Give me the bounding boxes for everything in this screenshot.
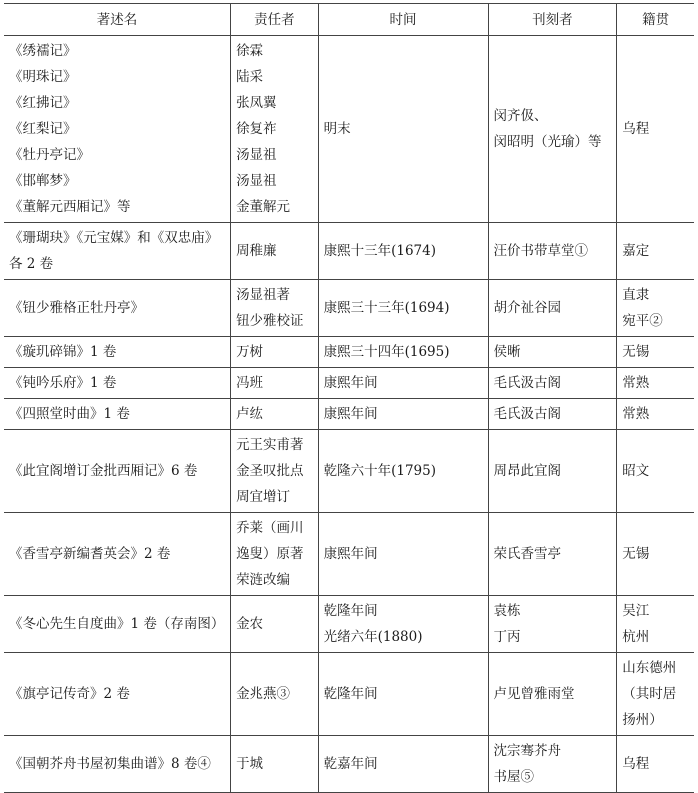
cell-line: 杭州 [622, 629, 650, 645]
cell-line: 乔莱（画川 [236, 520, 304, 536]
cell-printer [488, 430, 617, 513]
cell-printer [488, 368, 617, 399]
cell-printer [488, 337, 617, 368]
cell-author [231, 368, 319, 399]
cell-work [4, 337, 231, 368]
cell-line: 书屋⑤ [493, 769, 535, 785]
cell-line: 《绣襦记》 [9, 43, 77, 59]
cell-origin [617, 596, 694, 653]
cell-author [231, 399, 319, 430]
table-row [4, 368, 694, 399]
cell-line: 《董解元西厢记》等 [9, 199, 131, 215]
cell-line: 嘉定 [622, 243, 650, 259]
cell-time [318, 430, 488, 513]
table-row [4, 653, 694, 736]
cell-author [231, 36, 319, 223]
cell-line: 《国朝芥舟书屋初集曲谱》8 卷④ [9, 756, 211, 772]
cell-line: 无锡 [622, 546, 650, 562]
table-header [4, 4, 694, 36]
cell-line: 张凤翼 [236, 95, 277, 111]
cell-time [318, 36, 488, 223]
cell-work [4, 513, 231, 596]
cell-line: 万树 [236, 344, 264, 360]
cell-line: 直隶 [622, 287, 650, 303]
table-row [4, 596, 694, 653]
cell-line: 汪价书带草堂① [493, 243, 589, 259]
cell-line: 《此宜阁增订金批西厢记》6 卷 [9, 463, 198, 479]
header-origin: 籍贯 [617, 4, 694, 36]
cell-printer [488, 736, 617, 793]
cell-origin [617, 513, 694, 596]
cell-line: 逸叟）原著 [236, 546, 304, 562]
cell-printer [488, 223, 617, 280]
table-row [4, 337, 694, 368]
cell-time [318, 653, 488, 736]
cell-line: 吴江 [622, 603, 650, 619]
cell-printer [488, 653, 617, 736]
cell-author [231, 337, 319, 368]
cell-origin [617, 368, 694, 399]
cell-line: 昭文 [622, 463, 650, 479]
cell-author [231, 223, 319, 280]
cell-work [4, 596, 231, 653]
cell-author [231, 430, 319, 513]
cell-line: 《邯郸梦》 [9, 173, 77, 189]
cell-line: 汤显祖 [236, 173, 277, 189]
cell-line: 康熙三十四年(1695) [323, 344, 450, 360]
cell-line: 《四照堂时曲》1 卷 [9, 406, 130, 422]
cell-line: 周昂此宜阁 [493, 463, 562, 479]
cell-line: 元王实甫著 [236, 437, 304, 453]
cell-line: 康熙年间 [323, 406, 378, 422]
cell-printer [488, 36, 617, 223]
cell-work [4, 430, 231, 513]
cell-line: 《香雪亭新编耆英会》2 卷 [9, 546, 171, 562]
cell-work [4, 653, 231, 736]
cell-line: 周宜增订 [236, 489, 291, 505]
cell-time [318, 513, 488, 596]
cell-line: 《珊瑚玦》《元宝媒》和《双忠庙》各 2 卷 [9, 230, 219, 272]
cell-origin [617, 430, 694, 513]
cell-printer [488, 280, 617, 337]
cell-line: 康熙年间 [323, 546, 378, 562]
cell-time [318, 736, 488, 793]
table-row [4, 736, 694, 793]
table-row [4, 223, 694, 280]
cell-line: 陆采 [236, 69, 264, 85]
cell-line: 袁栋 [493, 603, 521, 619]
cell-author [231, 280, 319, 337]
cell-origin [617, 36, 694, 223]
cell-work [4, 736, 231, 793]
header-printer: 刊刻者 [488, 4, 617, 36]
table-row [4, 430, 694, 513]
cell-line: 金圣叹批点 [236, 463, 304, 479]
cell-line: 侯晰 [493, 344, 521, 360]
cell-line: 丁丙 [493, 629, 521, 645]
table-row [4, 513, 694, 596]
cell-line: 乌程 [622, 121, 650, 137]
cell-line: 乾隆年间 [323, 686, 378, 702]
cell-line: 汤显祖著 [236, 287, 291, 303]
cell-line: 闵昭明（光瑜）等 [493, 134, 602, 150]
cell-line: 荣氏香雪亭 [493, 546, 562, 562]
cell-line: 无锡 [622, 344, 650, 360]
cell-line: 康熙三十三年(1694) [323, 300, 450, 316]
cell-line: 乌程 [622, 756, 650, 772]
cell-line: 卢见曾雅雨堂 [493, 686, 575, 702]
cell-printer [488, 513, 617, 596]
cell-line: 闵齐伋、 [493, 108, 548, 124]
cell-line: 山东德州 [622, 660, 677, 676]
cell-line: 于城 [236, 756, 264, 772]
cell-line: 《红梨记》 [9, 121, 77, 137]
cell-line: 《旗亭记传奇》2 卷 [9, 686, 130, 702]
cell-line: 《牡丹亭记》 [9, 147, 90, 163]
cell-line: 康熙年间 [323, 375, 378, 391]
cell-printer [488, 399, 617, 430]
header-author: 责任者 [231, 4, 319, 36]
cell-line: 乾隆年间 [323, 603, 378, 619]
cell-line: 金农 [236, 616, 264, 632]
header-row [4, 4, 694, 36]
cell-printer [488, 596, 617, 653]
cell-line: 金董解元 [236, 199, 291, 215]
cell-line: 沈宗骞芥舟 [493, 743, 562, 759]
cell-line: 《璇玑碎锦》1 卷 [9, 344, 117, 360]
cell-line: 常熟 [622, 375, 650, 391]
cell-time [318, 399, 488, 430]
cell-line: 周稚廉 [236, 243, 277, 259]
cell-time [318, 223, 488, 280]
cell-line: 钮少雅校证 [236, 313, 304, 329]
cell-line: 金兆燕③ [236, 686, 291, 702]
table-row [4, 36, 694, 223]
cell-origin [617, 280, 694, 337]
cell-work [4, 223, 231, 280]
cell-origin [617, 223, 694, 280]
cell-origin [617, 399, 694, 430]
cell-line: 宛平② [622, 313, 663, 329]
cell-line: 徐复祚 [236, 121, 277, 137]
table-row [4, 399, 694, 430]
cell-line: 康熙十三年(1674) [323, 243, 436, 259]
header-time: 时间 [318, 4, 488, 36]
cell-line: 胡介祉谷园 [493, 300, 562, 316]
publication-table [4, 3, 694, 793]
cell-line: 毛氏汲古阁 [493, 375, 562, 391]
cell-line: 《明珠记》 [9, 69, 77, 85]
cell-author [231, 653, 319, 736]
cell-author [231, 596, 319, 653]
cell-line: 荣涟改编 [236, 572, 291, 588]
cell-time [318, 368, 488, 399]
cell-origin [617, 653, 694, 736]
cell-line: 常熟 [622, 406, 650, 422]
cell-line: 扬州） [622, 712, 663, 728]
cell-time [318, 596, 488, 653]
cell-line: 乾嘉年间 [323, 756, 378, 772]
cell-work [4, 399, 231, 430]
cell-line: 乾隆六十年(1795) [323, 463, 436, 479]
cell-line: 汤显祖 [236, 147, 277, 163]
cell-line: 明末 [323, 121, 351, 137]
cell-line: 《冬心先生自度曲》1 卷（存南图） [9, 616, 225, 632]
cell-line: 冯班 [236, 375, 264, 391]
cell-work [4, 36, 231, 223]
cell-line: 毛氏汲古阁 [493, 406, 562, 422]
cell-line: 《钝吟乐府》1 卷 [9, 375, 117, 391]
cell-origin [617, 337, 694, 368]
cell-time [318, 280, 488, 337]
table-row [4, 280, 694, 337]
cell-work [4, 280, 231, 337]
table-body [4, 36, 694, 793]
cell-author [231, 736, 319, 793]
cell-line: 卢纮 [236, 406, 264, 422]
cell-line: 《钮少雅格正牡丹亭》 [9, 300, 144, 316]
cell-line: （其时居 [622, 686, 677, 702]
header-work: 著述名 [4, 4, 231, 36]
cell-origin [617, 736, 694, 793]
cell-time [318, 337, 488, 368]
cell-work [4, 368, 231, 399]
cell-line: 光绪六年(1880) [323, 629, 423, 645]
cell-author [231, 513, 319, 596]
cell-line: 《红拂记》 [9, 95, 77, 111]
cell-line: 徐霖 [236, 43, 264, 59]
